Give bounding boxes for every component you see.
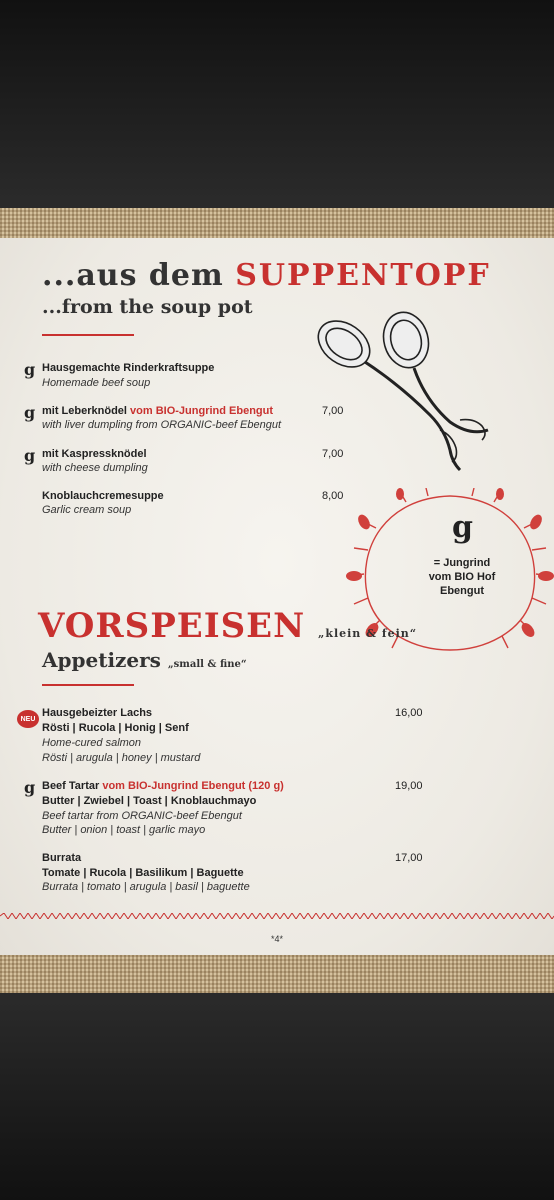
organic-beef-symbol: g <box>24 778 36 797</box>
appetizer-item-subtitle: Rösti | arugula | honey | mustard <box>42 752 201 764</box>
organic-beef-symbol: g <box>24 446 36 465</box>
appetizer-item-ingredients: Tomate | Rucola | Basilikum | Baguette <box>42 867 244 879</box>
soup-item-name <box>42 405 273 417</box>
legend-line: = Jungrind <box>433 557 491 569</box>
appetizers-subtitle <box>42 648 247 672</box>
soup-title <box>42 258 491 293</box>
appetizer-item-price: 16,00 <box>395 707 423 719</box>
new-badge: NEU <box>17 710 39 728</box>
soup-item-subtitle: Garlic cream soup <box>42 504 132 516</box>
legend-symbol: g <box>452 510 473 545</box>
appetizer-item-price: 17,00 <box>395 852 423 864</box>
bottom-divider <box>0 913 554 919</box>
legend-line: vom BIO Hof <box>428 571 496 583</box>
appetizers-title-red: VORSPEISEN <box>38 606 306 646</box>
soup-item-price: 7,00 <box>322 448 344 460</box>
appetizer-item-subtitle: Home-cured salmon <box>42 737 142 749</box>
organic-beef-symbol: g <box>24 360 36 379</box>
appetizer-item-name-text: Beef Tartar <box>42 780 103 792</box>
appetizer-item-ingredients: Butter | Zwiebel | Toast | Knoblauchmayo <box>42 795 257 807</box>
soup-title-red: SUPPENTOPF <box>235 258 491 293</box>
appetizer-item-name: Burrata <box>42 852 82 864</box>
appetizer-item-name: Hausgebeizter Lachs <box>42 707 153 719</box>
legend-text <box>410 556 514 598</box>
appetizers-divider <box>42 684 134 686</box>
soup-item-subtitle: with liver dumpling from ORGANIC-beef Ebengut <box>42 419 282 431</box>
soup-item-subtitle: with cheese dumpling <box>42 462 148 474</box>
soup-subtitle: ...from the soup pot <box>42 296 253 318</box>
soup-item-price: 7,00 <box>322 405 344 417</box>
appetizers-subtitle-text: Appetizers <box>42 648 161 672</box>
appetizers-title <box>38 606 417 646</box>
organic-beef-symbol: g <box>24 403 36 422</box>
appetizers-subtitle-note: „small & fine“ <box>167 659 247 670</box>
appetizer-item-highlight: vom BIO-Jungrind Ebengut (120 g) <box>102 780 284 792</box>
soup-divider <box>42 334 134 336</box>
burlap-border-bottom <box>0 955 554 993</box>
appetizer-item-subtitle: Butter | onion | toast | garlic mayo <box>42 824 206 836</box>
soup-title-prefix: ...aus dem <box>42 258 224 293</box>
appetizer-item-subtitle: Burrata | tomato | arugula | basil | baguette <box>42 881 250 893</box>
soup-item-name: mit Kaspressknödel <box>42 448 147 460</box>
menu-page <box>0 238 554 958</box>
soup-item-name-text: mit Leberknödel <box>42 405 131 417</box>
appetizer-item-price: 19,00 <box>395 780 423 792</box>
soup-item-name: Knoblauchcremesuppe <box>42 490 164 502</box>
burlap-border-top <box>0 208 554 240</box>
soup-item-name: Hausgemachte Rinderkraftsuppe <box>42 362 215 374</box>
appetizer-item-subtitle: Beef tartar from ORGANIC-beef Ebengut <box>42 810 242 822</box>
soup-item-subtitle: Homemade beef soup <box>42 377 151 389</box>
appetizer-item-ingredients: Rösti | Rucola | Honig | Senf <box>42 722 189 734</box>
page-number: *4* <box>270 934 283 944</box>
appetizer-item-name <box>42 780 284 792</box>
soup-item-highlight: vom BIO-Jungrind Ebengut <box>130 405 274 417</box>
soup-item-price: 8,00 <box>322 490 344 502</box>
legend-line: Ebengut <box>440 585 484 597</box>
appetizers-title-note: „klein & fein“ <box>318 627 418 640</box>
